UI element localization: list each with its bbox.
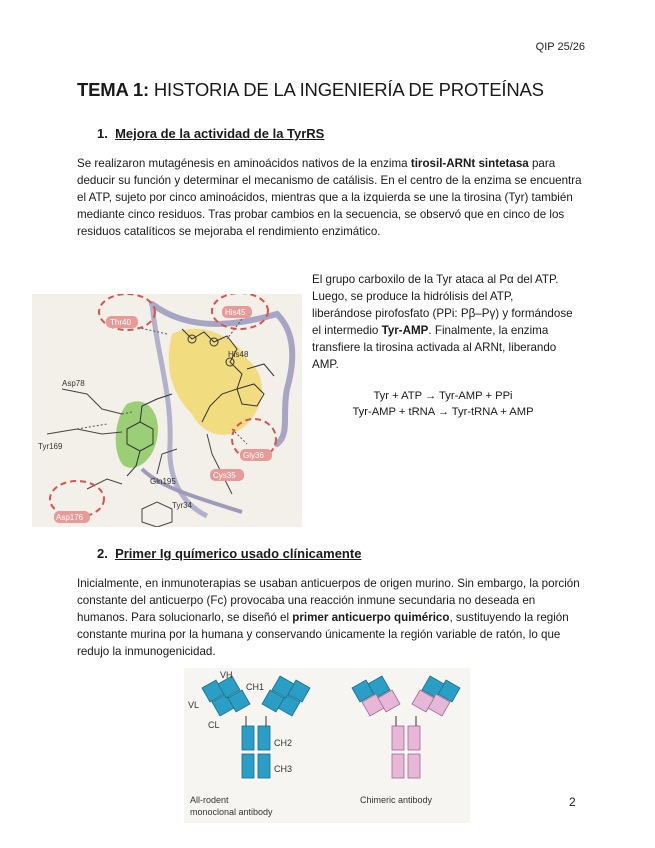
section1-paragraph: [77, 155, 582, 240]
section1-text-c: para deducir su función y determinar el mecanismo de catálisis. En el centro de la enzima se encuentra el ATP, sujeto por cinco aminoácidos, mientras que a la izquierda se une la tirosina (Tyr) también mediante cinco residuos. Tras probar cambios en la secuencia, se observó que en cinco de los residuos catalíticos se mejoraba el rendimiento enzimático.: [77, 157, 582, 238]
course-code: QIP 25/26: [535, 41, 585, 53]
tyrrs-active-site-figure: [32, 294, 302, 527]
label-ch2: CH2: [274, 738, 293, 748]
label-cys35: Cys35: [213, 471, 236, 480]
antibody-figure: [184, 668, 470, 823]
label-tyr34: Tyr34: [172, 501, 193, 510]
section2-text-c: , sustituyendo la región constante murina por la humana y conservando únicamente la región variable de ratón, lo que redujo la inmunogenicidad.: [77, 611, 569, 658]
rodent-hinge-lines: [246, 716, 266, 726]
section1-text-bold: tirosil-ARNt sintetasa: [410, 157, 529, 170]
label-ch1: CH1: [246, 682, 265, 692]
tyrrs-figure-svg: [32, 294, 302, 527]
chimeric-antibody: [352, 676, 460, 778]
side-text-bold: Tyr-AMP: [381, 324, 429, 337]
side-text-a: El grupo carboxilo de la Tyr ataca al Pα del ATP. Luego, se produce la hidrólisis del ATP, liberándose pirofosfato (PPi: Pβ–Pγ) y formándose el intermedio: [312, 273, 573, 337]
chimeric-hinge-lines: [396, 716, 416, 726]
label-vh: VH: [220, 670, 233, 680]
antibody-figure-svg: [184, 668, 470, 823]
page-title: [77, 79, 544, 101]
label-thr40: Thr40: [110, 318, 131, 327]
section2-title: Primer Ig químerico usado clínicamente: [115, 546, 362, 561]
section2-text-a: Inicialmente, en inmunoterapias se usaban anticuerpos de origen murino. Sin embargo, la porción constante del anticuerpo (Fc) provocaba una reacción inmune secundaria no deseada en humanos. Para solucionarlo, se diseñó el: [77, 577, 580, 624]
title-bold: TEMA 1:: [77, 79, 149, 100]
label-gln195: Gln195: [150, 477, 176, 486]
label-tyr169: Tyr169: [38, 442, 63, 451]
section2-heading: [97, 546, 361, 561]
section1-side-paragraph: [312, 271, 574, 373]
equation-1: Tyr + ATP → Tyr-AMP + PPi: [373, 390, 513, 402]
section2-text-bold: primer anticuerpo quimérico: [292, 611, 450, 624]
label-his45: His45: [225, 308, 246, 317]
label-cl: CL: [208, 720, 220, 730]
caption-chimeric: Chimeric antibody: [360, 795, 433, 805]
section2-paragraph: [77, 575, 582, 660]
label-his48: His48: [228, 350, 249, 359]
section1-number: 1.: [97, 126, 108, 141]
section1-heading: [97, 126, 324, 141]
caption-rodent-1: All-rodent: [190, 795, 229, 805]
title-rest: HISTORIA DE LA INGENIERÍA DE PROTEÍNAS: [148, 79, 544, 100]
label-gly36: Gly36: [243, 451, 264, 460]
label-vl: VL: [188, 700, 200, 710]
reaction-equations: [312, 388, 574, 420]
equation-2: Tyr-AMP + tRNA → Tyr-tRNA + AMP: [352, 406, 534, 418]
caption-rodent-2: monoclonal antibody: [190, 807, 273, 817]
section2-number: 2.: [97, 546, 108, 561]
section1-title: Mejora de la actividad de la TyrRS: [115, 126, 325, 141]
side-text-c: . Finalmente, la enzima transfiere la tirosina activada al ARNt, liberando AMP.: [312, 324, 557, 371]
page-number: 2: [569, 795, 576, 809]
label-ch3: CH3: [274, 764, 293, 774]
label-asp176: Asp176: [56, 513, 84, 522]
tyr-highlight: [116, 401, 158, 467]
section1-text-a: Se realizaron mutagénesis en aminoácidos nativos de la enzima: [77, 157, 411, 170]
label-asp78: Asp78: [62, 379, 85, 388]
